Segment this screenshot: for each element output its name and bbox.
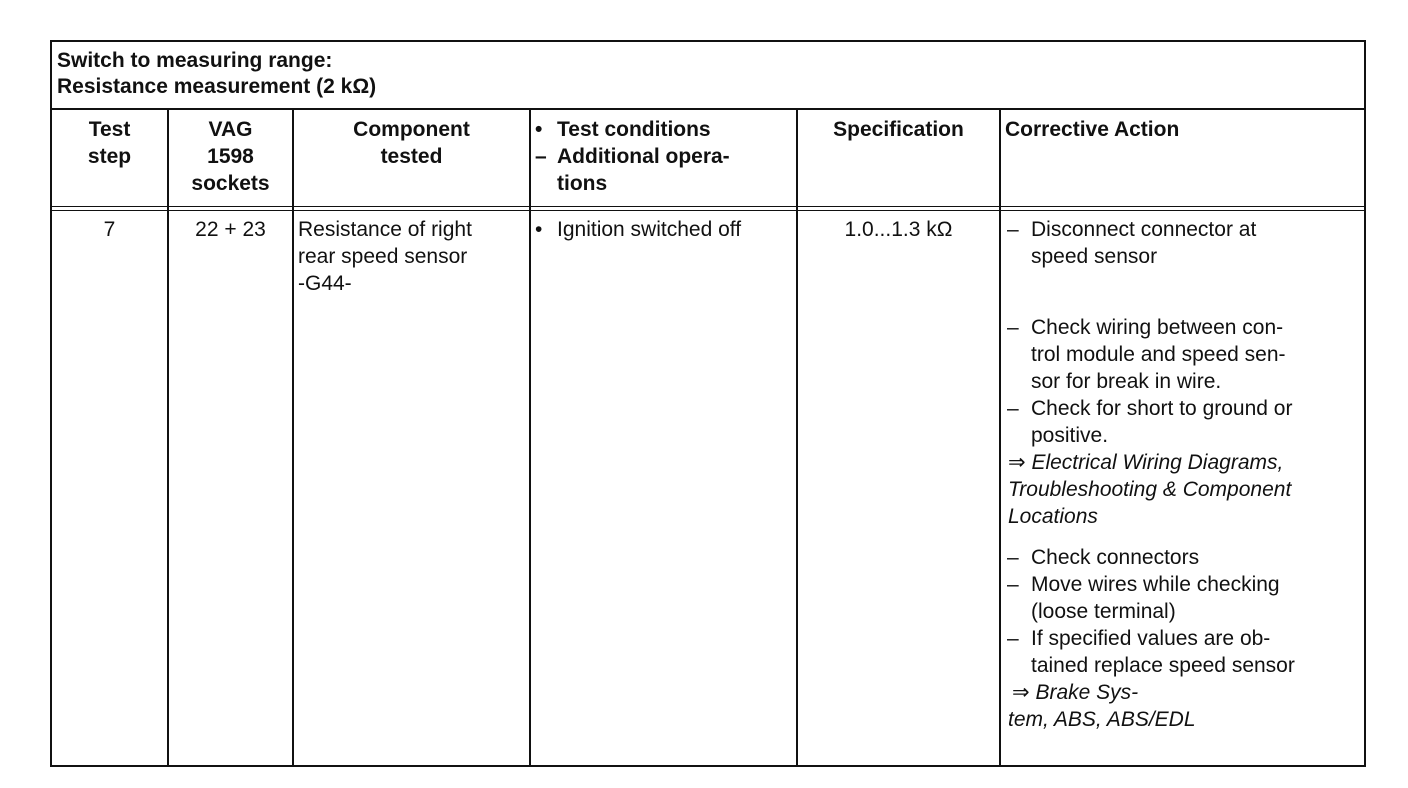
header-separator	[52, 206, 1364, 207]
cell-sockets: 22 + 23	[195, 218, 266, 241]
dash-marker: –	[535, 145, 547, 168]
action-line: Move wires while checking	[1031, 573, 1280, 596]
header-text: tions	[557, 172, 608, 195]
header-text: 1598	[207, 145, 254, 168]
reference-line: Electrical Wiring Diagrams,	[1031, 451, 1284, 474]
dash-marker: –	[1007, 218, 1019, 241]
measuring-range-banner	[52, 42, 1364, 110]
header-text: sockets	[191, 172, 270, 195]
action-line: Check for short to ground or	[1031, 397, 1293, 420]
action-item	[1004, 544, 1295, 571]
header-text: Corrective Action	[1005, 118, 1180, 141]
action-line: Disconnect connector at	[1031, 218, 1257, 241]
header-text: Test conditions	[557, 118, 711, 141]
wiring-diagram-reference	[1004, 449, 1292, 530]
header-separator	[52, 210, 1364, 211]
header-conditions-dash	[531, 143, 796, 170]
action-line: tained replace speed sensor	[1031, 654, 1295, 677]
column-divider	[999, 110, 1001, 765]
brake-system-reference	[1004, 679, 1295, 733]
dash-marker: –	[1007, 546, 1019, 569]
reference-line: Troubleshooting & Component	[1008, 478, 1292, 501]
action-line: Check wiring between con-	[1031, 316, 1284, 339]
measuring-range-mode: Resistance measurement (2 kΩ)	[57, 75, 377, 98]
condition-text: Ignition switched off	[557, 218, 742, 241]
column-divider	[529, 110, 531, 765]
diagnostic-table	[50, 40, 1366, 767]
cell-component	[298, 216, 472, 297]
action-line: sor for break in wire.	[1031, 370, 1222, 393]
component-line: rear speed sensor	[298, 245, 468, 268]
component-line: -G44-	[298, 272, 352, 295]
action-item	[1004, 216, 1256, 270]
action-item	[1004, 314, 1292, 395]
header-corrective-action	[1005, 116, 1355, 143]
header-text: Component	[353, 118, 470, 141]
action-line: (loose terminal)	[1031, 600, 1176, 623]
bullet-marker: •	[535, 218, 543, 241]
action-line: positive.	[1031, 424, 1109, 447]
cell-condition	[531, 216, 741, 243]
column-divider	[796, 110, 798, 765]
dash-marker: –	[1007, 573, 1019, 596]
action-line: speed sensor	[1031, 245, 1158, 268]
header-text: Test	[88, 118, 131, 141]
column-divider	[167, 110, 169, 765]
action-group-wiring	[1004, 314, 1292, 530]
reference-line: Brake Sys-	[1035, 681, 1139, 704]
action-line: If specified values are ob-	[1031, 627, 1271, 650]
dash-marker: –	[1007, 627, 1019, 650]
action-group-disconnect	[1004, 216, 1256, 270]
header-test-step	[52, 116, 167, 170]
header-text: VAG	[208, 118, 253, 141]
header-conditions-dash-cont	[531, 170, 796, 197]
arrow-right-icon: ⇒	[1012, 681, 1030, 704]
dash-marker: –	[1007, 397, 1019, 420]
header-conditions	[531, 116, 796, 197]
reference-line: Locations	[1008, 505, 1098, 528]
action-line: Check connectors	[1031, 546, 1200, 569]
action-item	[1004, 395, 1292, 449]
component-line: Resistance of right	[298, 218, 472, 241]
header-text: step	[87, 145, 132, 168]
header-specification	[798, 116, 999, 143]
action-line: trol module and speed sen-	[1031, 343, 1286, 366]
header-text: Specification	[833, 118, 964, 141]
arrow-right-icon: ⇒	[1008, 451, 1026, 474]
header-text: Additional opera-	[557, 145, 730, 168]
bullet-marker: •	[535, 118, 543, 141]
header-conditions-bullet	[531, 116, 796, 143]
header-sockets	[169, 116, 292, 197]
action-item	[1004, 625, 1295, 679]
cell-test-step: 7	[103, 218, 116, 241]
action-item	[1004, 571, 1295, 625]
reference-line: tem, ABS, ABS/EDL	[1008, 708, 1196, 731]
cell-specification: 1.0...1.3 kΩ	[844, 218, 953, 241]
action-group-connectors	[1004, 544, 1295, 733]
header-component	[294, 116, 529, 170]
measuring-range-title: Switch to measuring range:	[57, 49, 333, 72]
column-divider	[292, 110, 294, 765]
dash-marker: –	[1007, 316, 1019, 339]
header-text: tested	[380, 145, 443, 168]
